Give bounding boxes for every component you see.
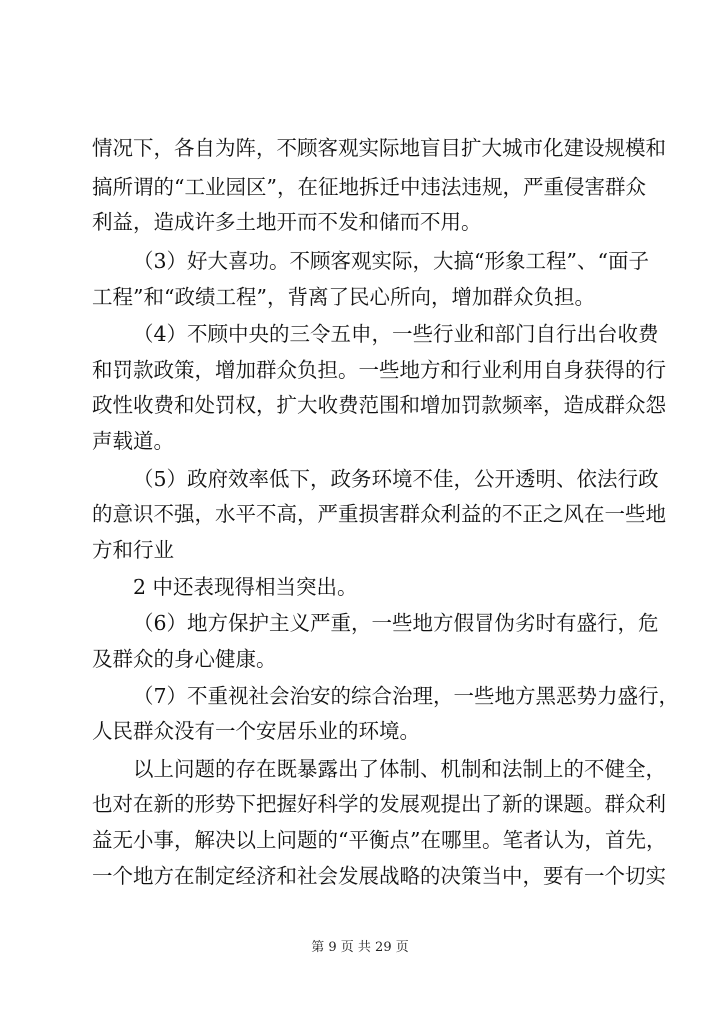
text-line: 利益，造成许多土地开而不发和储而不用。: [92, 210, 482, 234]
text-line-indent: （4）不顾中央的三令五申，一些行业和部门自行出台收费: [133, 322, 659, 346]
text-line-indent: （7）不重视社会治安的综合治理，一些地方黑恶势力盛行，: [133, 684, 680, 708]
text-line: 工程”和“政绩工程”，背离了民心所向，增加群众负担。: [92, 285, 595, 309]
text-line: 的意识不强，水平不高，严重损害群众利益的不正之风在一些地: [92, 502, 666, 526]
text-line: 及群众的身心健康。: [92, 647, 277, 671]
page-number-footer: 第 9 页 共 29 页: [311, 940, 409, 955]
text-line: 情况下，各自为阵，不顾客观实际地盲目扩大城市化建设规模和: [92, 136, 666, 160]
text-line-indent: 2 中还表现得相当突出。: [133, 575, 358, 599]
text-line: 益无小事，解决以上问题的“平衡点”在哪里。笔者认为，首先，: [92, 828, 667, 852]
text-line-indent: （5）政府效率低下，政务环境不佳，公开透明、依法行政: [133, 467, 659, 491]
text-line: 人民群众没有一个安居乐业的环境。: [92, 719, 420, 743]
text-line-indent: 以上问题的存在既暴露出了体制、机制和法制上的不健全，: [133, 757, 666, 781]
text-line-indent: （6）地方保护主义严重，一些地方假冒伪劣时有盛行，危: [133, 611, 659, 635]
text-line: 一个地方在制定经济和社会发展战略的决策当中，要有一个切实: [92, 864, 666, 888]
text-line: 也对在新的形势下把握好科学的发展观提出了新的课题。群众利: [92, 792, 666, 816]
text-line: 方和行业: [92, 538, 174, 562]
text-line: 政性收费和处罚权，扩大收费范围和增加罚款频率，造成群众怨: [92, 393, 666, 417]
text-line: 和罚款政策，增加群众负担。一些地方和行业利用自身获得的行: [92, 358, 666, 382]
text-line-indent: （3）好大喜功。不顾客观实际，大搞“形象工程”、“面子: [133, 249, 649, 273]
text-line: 搞所谓的“工业园区”，在征地拆迁中违法违规，严重侵害群众: [92, 175, 646, 199]
text-line: 声载道。: [92, 429, 174, 453]
